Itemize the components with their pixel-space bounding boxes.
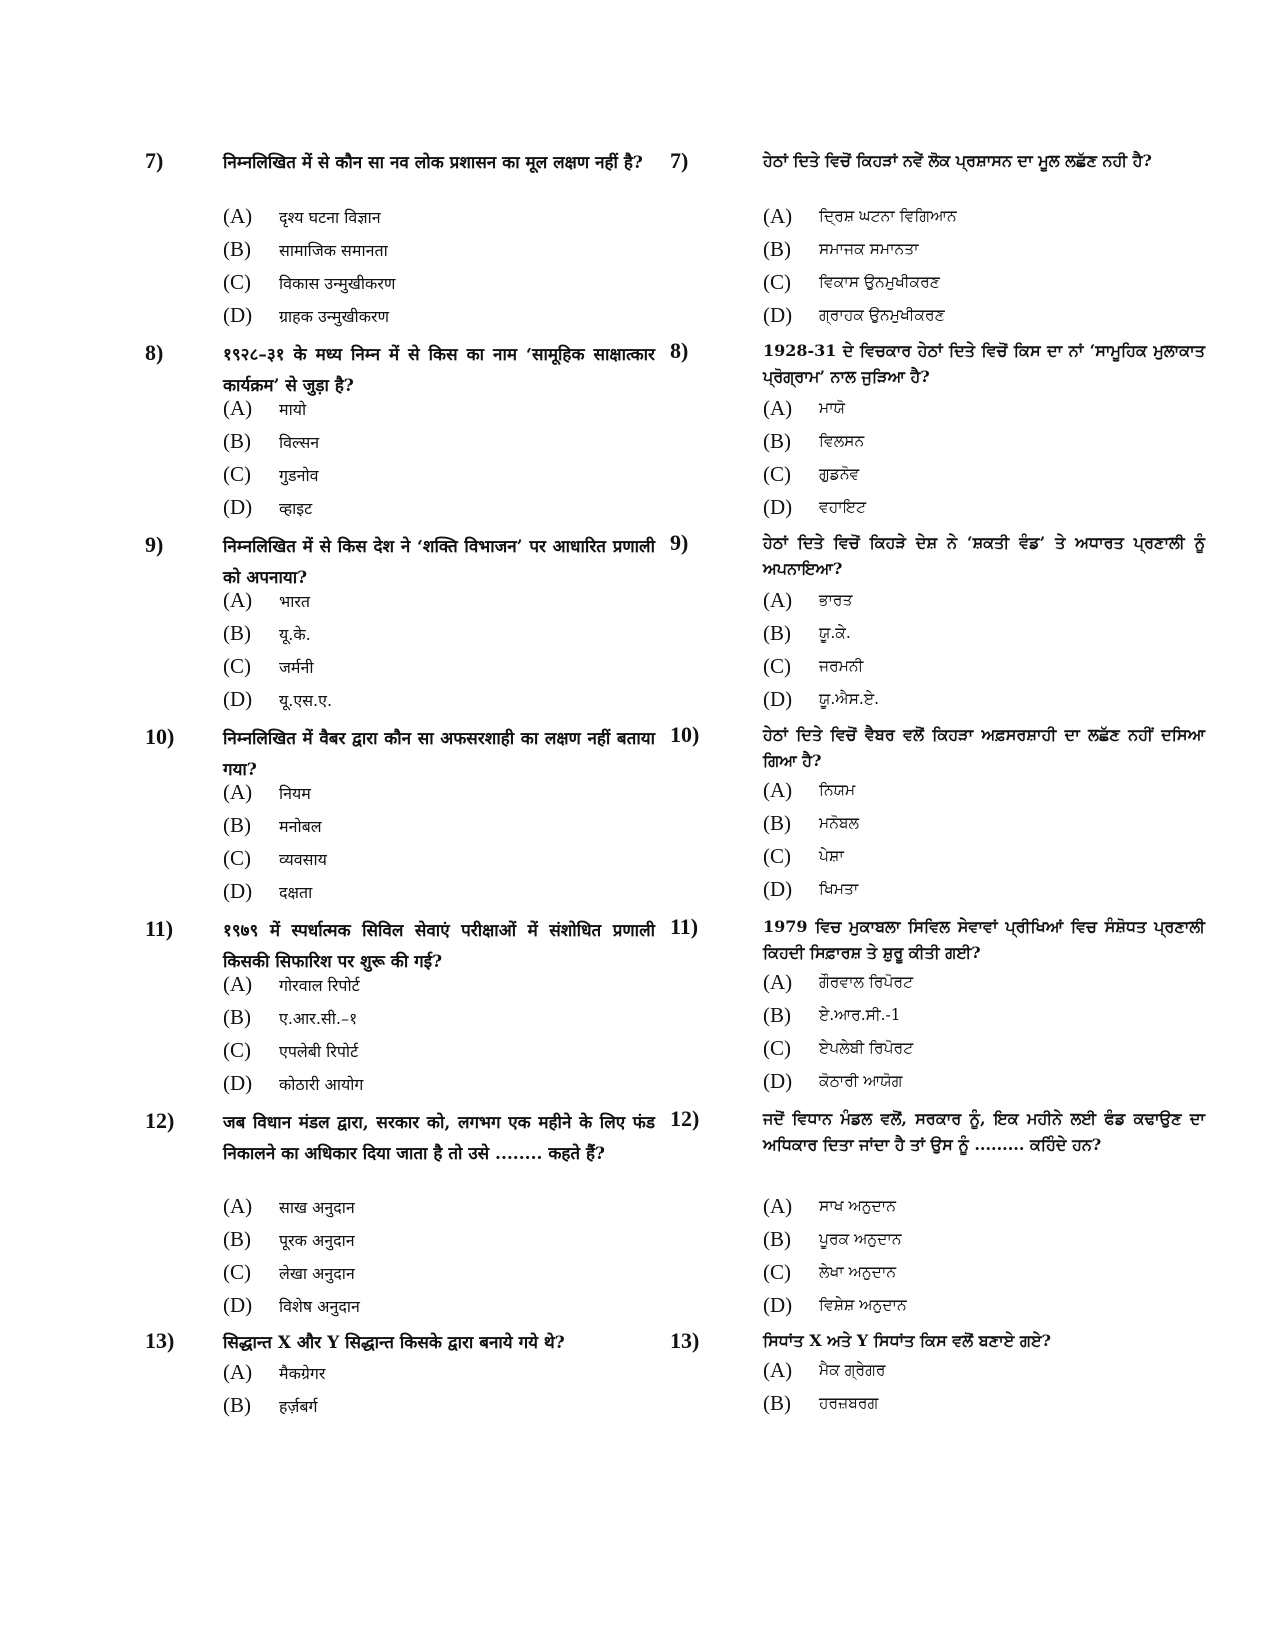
option-c — [223, 1034, 655, 1067]
option-letter: (A) — [223, 1194, 253, 1218]
question-number: 13) — [670, 1328, 700, 1353]
option-b — [223, 1001, 655, 1034]
option-a — [223, 776, 655, 809]
options-list — [763, 392, 1205, 524]
option-letter: (A) — [763, 778, 793, 802]
option-a — [223, 584, 655, 617]
option-b — [763, 233, 1205, 266]
question-number: 9) — [670, 530, 689, 555]
option-c — [223, 650, 655, 683]
option-c — [223, 842, 655, 875]
question-text: ਹੇਠਾਂ ਦਿਤੇ ਵਿਚੋਂ ਵੈਬਰ ਵਲੋਂ ਕਿਹੜਾ ਅਫ਼ਸਰਸ਼ਾਹੀ ਦਾ ਲਛੱਣ ਨਹੀਂ ਦਸਿਆ ਗਿਆ ਹੈ? — [763, 725, 1205, 770]
option-c — [763, 1032, 1205, 1065]
options-list — [223, 1356, 655, 1422]
option-c — [763, 266, 1205, 299]
question-number: 13) — [145, 1328, 175, 1353]
option-text: ਏਪਲੇਬੀ ਰਿਪੋਰਟ — [819, 1039, 914, 1057]
option-text: ਲੇਖਾ ਅਨੁਦਾਨ — [819, 1263, 897, 1281]
option-c — [763, 650, 1205, 683]
question-text: ਸਿਧਾਂਤ X ਅਤੇ Y ਸਿਧਾਂਤ ਕਿਸ ਵਲੋਂ ਬਣਾਏ ਗਏ? — [763, 1331, 1052, 1350]
question-text: निम्नलिखित में से किस देश ने ‘शक्ति विभाजन’ पर आधारित प्रणाली को अपनाया? — [223, 537, 655, 588]
option-d — [763, 683, 1205, 716]
option-letter: (A) — [763, 204, 793, 228]
options-list — [763, 774, 1205, 906]
option-text: ग्राहक उन्मुखीकरण — [279, 306, 390, 326]
option-letter: (D) — [763, 495, 793, 519]
option-letter: (D) — [763, 877, 793, 901]
option-text: जर्मनी — [279, 657, 314, 677]
option-d — [223, 491, 655, 524]
option-b — [223, 233, 655, 266]
option-text: कोठारी आयोग — [279, 1074, 364, 1094]
option-text: दक्षता — [279, 882, 313, 902]
option-a — [223, 968, 655, 1001]
option-text: साख अनुदान — [279, 1197, 355, 1217]
option-text: यू.एस.ए. — [279, 690, 333, 710]
question-number: 9) — [145, 532, 164, 557]
option-letter: (C) — [223, 1260, 251, 1284]
option-letter: (C) — [763, 1260, 791, 1284]
option-letter: (B) — [763, 429, 791, 453]
option-d — [763, 299, 1205, 332]
option-text: ਸਮਾਜਕ ਸਮਾਨਤਾ — [819, 240, 919, 258]
option-letter: (C) — [763, 462, 791, 486]
options-list — [763, 584, 1205, 716]
option-letter: (D) — [223, 879, 253, 903]
option-a — [763, 1190, 1205, 1223]
option-b — [763, 617, 1205, 650]
option-letter: (B) — [223, 429, 251, 453]
option-a — [223, 1190, 655, 1223]
option-c — [223, 458, 655, 491]
question-number: 12) — [145, 1108, 175, 1133]
option-b — [763, 1387, 1205, 1420]
option-text: ਸਾਖ ਅਨੁਦਾਨ — [819, 1197, 896, 1215]
option-c — [223, 266, 655, 299]
option-letter: (B) — [763, 621, 791, 645]
option-letter: (B) — [763, 237, 791, 261]
option-a — [763, 966, 1205, 999]
option-a — [763, 1354, 1205, 1387]
option-b — [223, 617, 655, 650]
question-text: निम्नलिखित में वैबर द्वारा कौन सा अफसरशाही का लक्षण नहीं बताया गया? — [223, 729, 655, 780]
option-letter: (B) — [763, 811, 791, 835]
option-text: ਹਰਜ਼ਬਰਗ — [819, 1394, 879, 1412]
option-letter: (D) — [763, 1293, 793, 1317]
option-c — [763, 1256, 1205, 1289]
option-text: ਮਨੋਬਲ — [819, 814, 860, 832]
option-letter: (C) — [223, 462, 251, 486]
option-text: ਵਿਲਸਨ — [819, 432, 865, 450]
option-b — [763, 807, 1205, 840]
option-text: विकास उन्मुखीकरण — [279, 273, 396, 293]
option-b — [763, 999, 1205, 1032]
option-a — [763, 392, 1205, 425]
option-text: पूरक अनुदान — [279, 1230, 355, 1250]
question-number: 11) — [145, 916, 174, 941]
question-text: जब विधान मंडल द्वारा, सरकार को, लगभग एक महीने के लिए फंड निकालने का अधिकार दिया जाता है तो उसे ........ कहते हैं? — [223, 1113, 655, 1164]
options-list — [763, 1190, 1205, 1322]
option-letter: (C) — [763, 1036, 791, 1060]
option-text: नियम — [279, 783, 311, 803]
option-c — [763, 840, 1205, 873]
option-text: मनोबल — [279, 816, 322, 836]
option-d — [223, 1289, 655, 1322]
option-d — [223, 683, 655, 716]
question-text: निम्नलिखित में से कौन सा नव लोक प्रशासन का मूल लक्षण नहीं है? — [223, 153, 643, 173]
option-letter: (A) — [223, 1360, 253, 1384]
option-letter: (D) — [223, 687, 253, 711]
option-text: व्हाइट — [279, 498, 313, 518]
option-letter: (A) — [763, 588, 793, 612]
option-text: ਦ੍ਰਿਸ਼ ਘਟਨਾ ਵਿਗਿਆਨ — [819, 207, 957, 225]
option-text: ਗ੍ਰਾਹਕ ਉਨਮੁਖੀਕਰਣ — [819, 306, 945, 324]
option-text: एपलेबी रिपोर्ट — [279, 1041, 359, 1061]
option-b — [223, 1223, 655, 1256]
option-text: ਗੁਡਨੋਵ — [819, 465, 860, 483]
option-text: विशेष अनुदान — [279, 1296, 360, 1316]
option-b — [223, 809, 655, 842]
option-letter: (B) — [223, 621, 251, 645]
option-a — [763, 200, 1205, 233]
option-letter: (A) — [223, 204, 253, 228]
option-text: सामाजिक समानता — [279, 240, 388, 260]
option-text: ਵਹਾਇਟ — [819, 498, 867, 516]
option-b — [763, 425, 1205, 458]
options-list — [223, 776, 655, 908]
option-letter: (B) — [763, 1003, 791, 1027]
options-list — [223, 584, 655, 716]
option-d — [223, 1067, 655, 1100]
option-a — [223, 1356, 655, 1389]
question-text: ਹੇਠਾਂ ਦਿਤੇ ਵਿਚੋਂ ਕਿਹੜਾਂ ਨਵੇਂ ਲੋਕ ਪ੍ਰਸ਼ਾਸਨ ਦਾ ਮੂਲ ਲਛੱਣ ਨਹੀ ਹੈ? — [763, 151, 1152, 170]
option-text: गुडनोव — [279, 465, 319, 485]
question-number: 11) — [670, 914, 699, 939]
options-list — [763, 966, 1205, 1098]
option-letter: (C) — [763, 654, 791, 678]
option-d — [763, 873, 1205, 906]
option-letter: (D) — [763, 303, 793, 327]
option-letter: (A) — [763, 1194, 793, 1218]
option-a — [763, 584, 1205, 617]
option-letter: (A) — [763, 1358, 793, 1382]
option-text: ਪੂਰਕ ਅਨੁਦਾਨ — [819, 1230, 902, 1248]
option-letter: (A) — [223, 972, 253, 996]
option-text: मैकग्रेगर — [279, 1363, 326, 1383]
question-text: ਜਦੋਂ ਵਿਧਾਨ ਮੰਡਲ ਵਲੋਂ, ਸਰਕਾਰ ਨੂੰ, ਇਕ ਮਹੀਨੇ ਲਈ ਫੰਡ ਕਢਾਉਣ ਦਾ ਅਧਿਕਾਰ ਦਿਤਾ ਜਾਂਦਾ ਹੈ ਤਾਂ ਉਸ ਨੂੰ ......... ਕਹਿੰਦੇ ਹਨ? — [763, 1109, 1205, 1154]
question-number: 10) — [145, 724, 175, 749]
option-text: मायो — [279, 399, 307, 419]
option-letter: (C) — [763, 844, 791, 868]
option-text: ਵਿਕਾਸ ਉਨਮੁਖੀਕਰਣ — [819, 273, 940, 291]
option-text: लेखा अनुदान — [279, 1263, 355, 1283]
option-text: ए.आर.सी.–१ — [279, 1008, 358, 1028]
question-text: 1979 ਵਿਚ ਮੁਕਾਬਲਾ ਸਿਵਿਲ ਸੇਵਾਵਾਂ ਪ੍ਰੀਖਿਆਂ ਵਿਚ ਸੰਸ਼ੋਧਤ ਪ੍ਰਣਾਲੀ ਕਿਹਦੀ ਸਿਫ਼ਾਰਸ਼ ਤੇ ਸ਼ੁਰੂ ਕੀਤੀ ਗਈ? — [763, 917, 1205, 962]
option-text: ਯੂ.ਐਸ.ਏ. — [819, 690, 880, 708]
options-list — [223, 392, 655, 524]
option-letter: (C) — [223, 270, 251, 294]
option-letter: (C) — [223, 1038, 251, 1062]
option-text: भारत — [279, 591, 311, 611]
options-list — [223, 1190, 655, 1322]
option-letter: (D) — [763, 1069, 793, 1093]
option-letter: (B) — [223, 1005, 251, 1029]
option-text: ਗੌਰਵਾਲ ਰਿਪੋਰਟ — [819, 973, 914, 991]
option-letter: (B) — [763, 1391, 791, 1415]
option-c — [763, 458, 1205, 491]
option-d — [763, 1065, 1205, 1098]
option-text: यू.के. — [279, 624, 311, 644]
option-c — [223, 1256, 655, 1289]
option-d — [223, 875, 655, 908]
option-letter: (C) — [763, 270, 791, 294]
option-letter: (C) — [223, 846, 251, 870]
options-list — [223, 968, 655, 1100]
options-list — [763, 200, 1205, 332]
option-text: ਨਿਯਮ — [819, 781, 856, 799]
question-text: ਹੇਠਾਂ ਦਿਤੇ ਵਿਚੋਂ ਕਿਹੜੇ ਦੇਸ਼ ਨੇ ‘ਸ਼ਕਤੀ ਵੰਡ’ ਤੇ ਅਧਾਰਤ ਪ੍ਰਣਾਲੀ ਨੂੰ ਅਪਨਾਇਆ? — [763, 533, 1205, 578]
option-text: ਯੂ.ਕੇ. — [819, 624, 851, 642]
option-text: व्यवसाय — [279, 849, 327, 869]
option-letter: (D) — [223, 1071, 253, 1095]
option-letter: (D) — [223, 303, 253, 327]
option-text: दृश्य घटना विज्ञान — [279, 207, 381, 227]
option-letter: (A) — [223, 396, 253, 420]
option-d — [763, 1289, 1205, 1322]
option-d — [763, 491, 1205, 524]
option-text: ਭਾਰਤ — [819, 591, 853, 609]
option-text: ਏ.ਆਰ.ਸੀ.-1 — [819, 1006, 901, 1024]
question-number: 12) — [670, 1106, 700, 1131]
option-letter: (B) — [223, 237, 251, 261]
option-letter: (A) — [223, 588, 253, 612]
question-number: 7) — [670, 148, 689, 173]
option-letter: (A) — [763, 396, 793, 420]
option-letter: (B) — [223, 813, 251, 837]
option-a — [763, 774, 1205, 807]
option-letter: (B) — [763, 1227, 791, 1251]
option-text: ਮਾਯੋ — [819, 399, 846, 417]
option-text: ਵਿਸ਼ੇਸ਼ ਅਨੁਦਾਨ — [819, 1296, 907, 1314]
option-a — [223, 200, 655, 233]
option-letter: (A) — [763, 970, 793, 994]
option-letter: (B) — [223, 1393, 251, 1417]
question-text: १९२८–३१ के मध्य निम्न में से किस का नाम ‘सामूहिक साक्षात्कार कार्यक्रम’ से जुड़ा है? — [223, 345, 655, 396]
option-letter: (A) — [223, 780, 253, 804]
option-b — [223, 425, 655, 458]
question-number: 8) — [670, 338, 689, 363]
option-text: हर्ज़बर्ग — [279, 1396, 318, 1416]
option-text: ਮੈਕ ਗ੍ਰੇਗਰ — [819, 1361, 886, 1379]
option-a — [223, 392, 655, 425]
question-number: 8) — [145, 340, 164, 365]
question-number: 7) — [145, 148, 164, 173]
option-b — [763, 1223, 1205, 1256]
question-text: 1928-31 ਦੇ ਵਿਚਕਾਰ ਹੇਠਾਂ ਦਿਤੇ ਵਿਚੋਂ ਕਿਸ ਦਾ ਨਾਂ ‘ਸਾਮੂਹਿਕ ਮੁਲਾਕਾਤ ਪ੍ਰੋਗ੍ਰਾਮ’ ਨਾਲ ਜੁੜਿਆ ਹੈ? — [763, 341, 1205, 386]
option-letter: (C) — [223, 654, 251, 678]
question-text: सिद्धान्त X और Y सिद्धान्त किसके द्वारा बनाये गये थे? — [223, 1333, 565, 1353]
option-text: ਖਿਮਤਾ — [819, 880, 859, 898]
option-text: ਕੋਠਾਰੀ ਆਯੋਗ — [819, 1072, 903, 1090]
option-b — [223, 1389, 655, 1422]
question-text: १९७९ में स्पर्धात्मक सिविल सेवाएं परीक्षाओं में संशोधित प्रणाली किसकी सिफारिश पर शुरू की गई? — [223, 921, 655, 972]
option-letter: (B) — [223, 1227, 251, 1251]
option-letter: (D) — [223, 495, 253, 519]
question-number: 10) — [670, 722, 700, 747]
option-text: विल्सन — [279, 432, 320, 452]
option-d — [223, 299, 655, 332]
option-letter: (D) — [763, 687, 793, 711]
option-text: ਜਰਮਨੀ — [819, 657, 864, 675]
option-text: ਪੇਸ਼ਾ — [819, 847, 844, 865]
option-letter: (D) — [223, 1293, 253, 1317]
options-list — [763, 1354, 1205, 1420]
options-list — [223, 200, 655, 332]
option-text: गोरवाल रिपोर्ट — [279, 975, 360, 995]
